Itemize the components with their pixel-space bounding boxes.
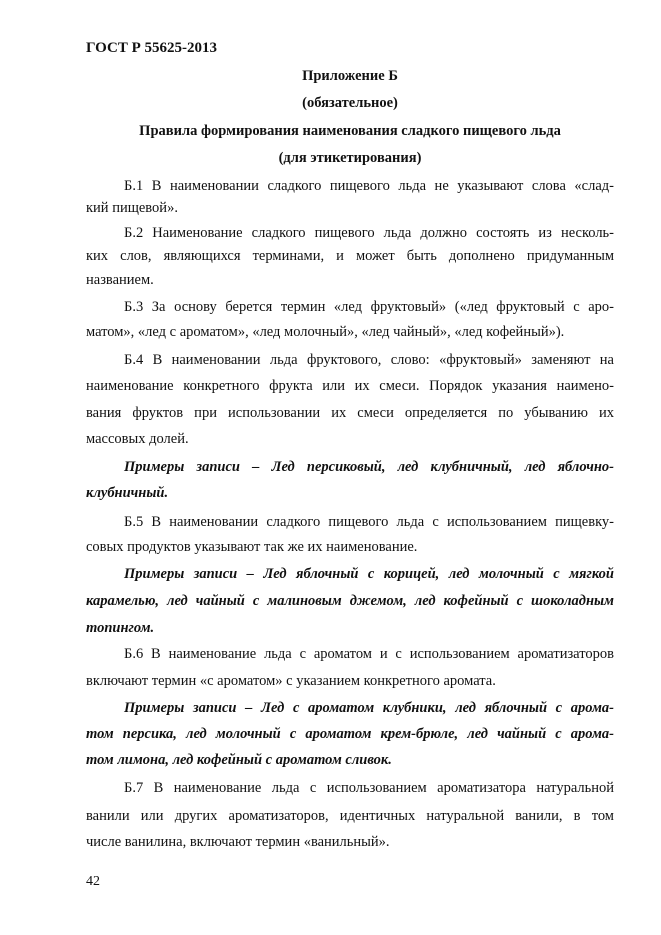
example-line: Примеры записи – Лед с ароматом клубники, лед яблочный с арома-	[124, 700, 614, 716]
example-line: клубничный.	[86, 485, 169, 501]
appendix-subheading: (для этикетирования)	[278, 150, 422, 166]
text-line: массовых долей.	[86, 431, 189, 447]
example-line: карамелью, лед чайный с малиновым джемом, лед кофейный с шоколадным	[86, 593, 614, 609]
text-line: Б.6 В наименование льда с ароматом и с использованием ароматизаторов	[124, 646, 614, 662]
text-line: названием.	[86, 272, 154, 288]
text-line: Б.7 В наименование льда с использованием ароматизатора натуральной	[124, 780, 614, 796]
text-line: Б.2 Наименование сладкого пищевого льда должно состоять из несколь-	[124, 225, 614, 241]
text-line: Б.5 В наименовании сладкого пищевого льда с использованием пищевку-	[124, 514, 614, 530]
text-line: матом», «лед с ароматом», «лед молочный», «лед чайный», «лед кофейный»).	[86, 324, 565, 340]
example-line: Примеры записи – Лед персиковый, лед клубничный, лед яблочно-	[124, 459, 614, 475]
text-line: кий пищевой».	[86, 200, 178, 216]
text-line: числе ванилина, включают термин «ванильный».	[86, 834, 390, 850]
page-number: 42	[86, 874, 100, 889]
text-line: ванили или других ароматизаторов, идентичных натуральной ванили, в том	[86, 808, 614, 824]
example-line: топингом.	[86, 620, 155, 636]
appendix-title: Приложение Б	[302, 68, 398, 84]
text-line: наименование конкретного фрукта или их смеси. Порядок указания наимено-	[86, 378, 614, 394]
text-line: ких слов, являющихся терминами, и может быть дополнено придуманным	[86, 248, 614, 264]
example-line: Примеры записи – Лед яблочный с корицей, лед молочный с мягкой	[124, 566, 614, 582]
standard-designation: ГОСТ Р 55625-2013	[86, 40, 218, 56]
text-line: Б.3 За основу берется термин «лед фруктовый» («лед фруктовый с аро-	[124, 299, 614, 315]
text-line: включают термин «с ароматом» с указанием конкретного аромата.	[86, 673, 496, 689]
example-line: том лимона, лед кофейный с ароматом сливок.	[86, 752, 392, 768]
text-line: Б.4 В наименовании льда фруктового, слово: «фруктовый» заменяют на	[124, 352, 614, 368]
appendix-heading: Правила формирования наименования сладкого пищевого льда	[139, 123, 561, 139]
example-line: том персика, лед молочный с ароматом крем-брюле, лед чайный с арома-	[86, 726, 614, 742]
text-line: совых продуктов указывают так же их наименование.	[86, 539, 418, 555]
text-line: вания фруктов при использовании их смеси определяется по убыванию их	[86, 405, 614, 421]
appendix-status: (обязательное)	[302, 95, 398, 111]
text-line: Б.1 В наименовании сладкого пищевого льда не указывают слова «слад-	[124, 178, 614, 194]
